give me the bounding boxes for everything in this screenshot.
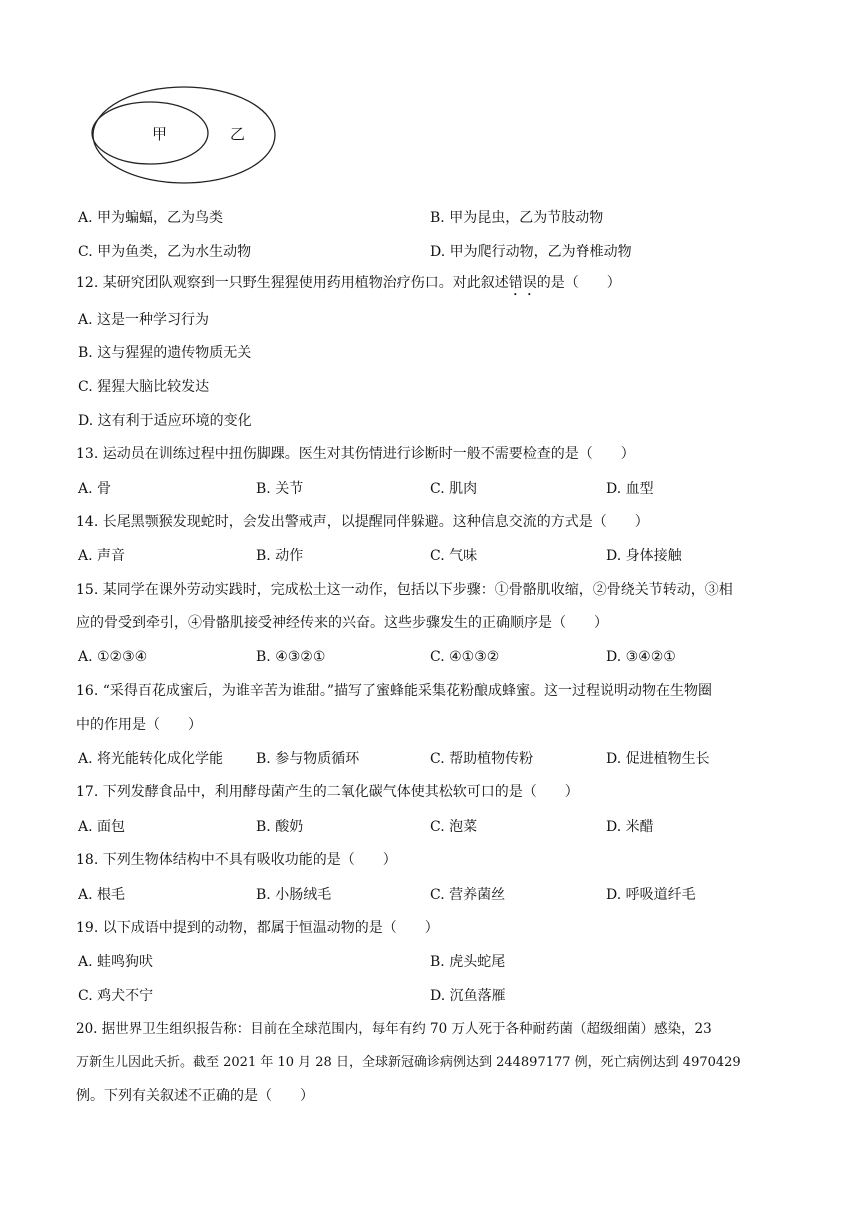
- q11-option-b: B. 甲为昆虫，乙为节肢动物: [430, 210, 604, 226]
- inner-ellipse: [92, 102, 208, 164]
- q16-stem-line2: 中的作用是（ ）: [76, 717, 202, 733]
- q13-stem: 13. 运动员在训练过程中扭伤脚踝。医生对其伤情进行诊断时一般不需要检查的是（ ）: [76, 446, 635, 462]
- q15-option-c: C. ④①③②: [430, 649, 500, 665]
- q17-stem: 17. 下列发酵食品中，利用酵母菌产生的二氧化碳气体使其松软可口的是（ ）: [76, 784, 579, 800]
- q12-stem: [76, 274, 621, 299]
- q19-option-b: B. 虎头蛇尾: [430, 954, 506, 970]
- outer-label: 乙: [230, 125, 246, 143]
- q12-option-d: D. 这有利于适应环境的变化: [78, 413, 252, 429]
- q15-option-d: D. ③④②①: [606, 649, 676, 665]
- q16-option-a: A. 将光能转化成化学能: [78, 751, 224, 767]
- q13-option-d: D. 血型: [606, 481, 654, 497]
- q12-option-c: C. 猩猩大脑比较发达: [78, 379, 210, 395]
- q15-stem-line1: 15. 某同学在课外劳动实践时，完成松土这一动作，包括以下步骤：①骨骼肌收缩，②骨绕关节转动，③相: [76, 582, 733, 598]
- outer-ellipse: [93, 87, 275, 183]
- q18-option-b: B. 小肠绒毛: [256, 887, 332, 903]
- q14-option-c: C. 气味: [430, 548, 478, 564]
- q15-option-b: B. ④③②①: [256, 649, 326, 665]
- q11-option-d: D. 甲为爬行动物，乙为脊椎动物: [430, 244, 632, 260]
- q19-option-c: C. 鸡犬不宁: [78, 988, 154, 1004]
- q14-option-b: B. 动作: [256, 548, 304, 564]
- q16-stem-line1: 16. “采得百花成蜜后，为谁辛苦为谁甜。”描写了蜜蜂能采集花粉酿成蜂蜜。这一过程说明动物在生物圈: [76, 683, 713, 699]
- q19-option-d: D. 沉鱼落雁: [430, 988, 506, 1004]
- q12-option-b: B. 这与猩猩的遗传物质无关: [78, 345, 252, 361]
- q17-option-b: B. 酸奶: [256, 819, 304, 835]
- q16-option-d: D. 促进植物生长: [606, 751, 710, 767]
- q20-stem-line1: 20. 据世界卫生组织报告称：目前在全球范围内，每年有约 70 万人死于各种耐药菌（超级细菌）感染，23: [76, 1021, 712, 1037]
- q19-option-a: A. 蛙鸣狗吠: [78, 954, 154, 970]
- q13-option-a: A. 骨: [78, 481, 112, 497]
- q15-option-a: A. ①②③④: [78, 649, 148, 665]
- q11-option-c: C. 甲为鱼类，乙为水生动物: [78, 244, 252, 260]
- q18-stem: 18. 下列生物体结构中不具有吸收功能的是（ ）: [76, 852, 397, 868]
- q12-stem-before: 12. 某研究团队观察到一只野生猩猩使用药用植物治疗伤口。对此叙述: [76, 275, 509, 291]
- q18-option-c: C. 营养菌丝: [430, 887, 506, 903]
- q16-option-c: C. 帮助植物传粉: [430, 751, 534, 767]
- inner-label: 甲: [152, 125, 168, 143]
- q19-stem: 19. 以下成语中提到的动物，都属于恒温动物的是（ ）: [76, 920, 439, 936]
- q15-stem-line2: 应的骨受到牵引，④骨骼肌接受神经传来的兴奋。这些步骤发生的正确顺序是（ ）: [76, 615, 608, 631]
- q17-option-d: D. 米醋: [606, 819, 654, 835]
- q12-stem-after: 的是（ ）: [536, 275, 621, 291]
- q14-stem: 14. 长尾黑颚猴发现蛇时，会发出警戒声，以提醒同伴躲避。这种信息交流的方式是（ ）: [76, 514, 649, 530]
- q12-stem-emphasis: 错误: [508, 275, 537, 291]
- q16-option-b: B. 参与物质循环: [256, 751, 360, 767]
- q17-option-c: C. 泡菜: [430, 819, 478, 835]
- venn-diagram: [86, 82, 282, 188]
- q13-option-b: B. 关节: [256, 481, 304, 497]
- q18-option-d: D. 呼吸道纤毛: [606, 887, 696, 903]
- q18-option-a: A. 根毛: [78, 887, 126, 903]
- q20-stem-line3: 例。下列有关叙述不正确的是（ ）: [76, 1088, 314, 1104]
- q14-option-a: A. 声音: [78, 548, 126, 564]
- q14-option-d: D. 身体接触: [606, 548, 682, 564]
- q11-option-a: A. 甲为蝙蝠，乙为鸟类: [78, 210, 224, 226]
- q12-option-a: A. 这是一种学习行为: [78, 312, 210, 328]
- q13-option-c: C. 肌肉: [430, 481, 478, 497]
- q17-option-a: A. 面包: [78, 819, 126, 835]
- q20-stem-line2: 万新生儿因此夭折。截至 2021 年 10 月 28 日，全球新冠确诊病例达到 244897177 例，死亡病例达到 4970429: [76, 1055, 741, 1070]
